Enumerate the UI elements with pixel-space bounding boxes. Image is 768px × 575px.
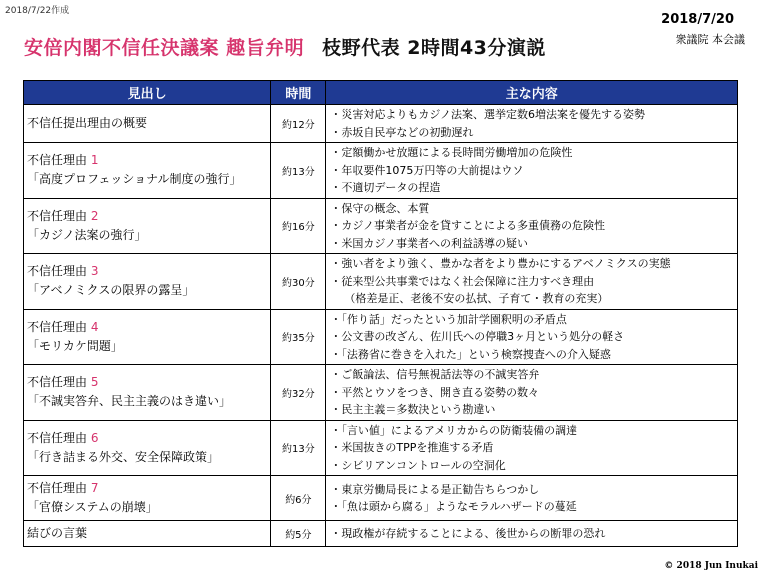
content-line: ・強い者をより強く、豊かな者をより豊かにするアベノミクスの実態 [330,257,671,270]
heading-label-text: 不信任理由 [27,430,88,445]
content-line: ・民主主義＝多数決という勘違い [330,403,496,416]
content-line: ・定額働かせ放題による長時間労働増加の危険性 [330,146,573,159]
heading-subtitle: 「アベノミクスの限界の露呈」 [27,283,195,298]
heading-label [27,479,270,498]
content-line: ・ご飯論法、信号無視話法等の不誠実答弁 [330,368,540,381]
heading-label [27,262,270,281]
row-time: 約35分 [271,309,326,365]
content-line: ・「言い値」によるアメリカからの防衛装備の調達 [330,423,578,437]
heading-label [27,207,270,226]
row-contents [326,143,738,199]
content-line: ・「魚は頭から腐る」ようなモラルハザードの蔓延 [330,500,577,513]
table-row [24,254,738,310]
title-main: 安倍内閣不信任決議案 趣旨弁明 [24,37,305,59]
table-row [24,198,738,254]
heading-label-text: 不信任理由 [27,319,88,334]
copyright: © 2018 Jun Inukai [664,561,758,571]
row-time: 約30分 [271,254,326,310]
header-heading: 見出し [24,81,271,105]
content-line: ・現政権が存続することによる、後世からの断罪の恐れ [330,526,606,540]
table-row [24,365,738,421]
row-heading [24,143,271,199]
row-contents [326,420,738,476]
heading-label-text: 結びの言葉 [27,526,88,540]
row-contents [326,198,738,254]
reason-number: 4 [90,319,99,334]
reason-number: 3 [90,264,99,279]
venue: 衆議院 本会議 [675,33,745,46]
page-title [24,33,546,60]
table-row [24,476,738,521]
header-time: 時間 [271,81,326,105]
table-header-row [24,81,738,105]
row-heading [24,198,271,254]
row-heading [24,254,271,310]
heading-label [27,524,270,543]
content-line: ・米国カジノ事業者への利益誘導の疑い [330,236,528,250]
row-heading [24,521,271,547]
row-heading [24,365,271,421]
reason-number: 1 [90,153,99,168]
row-time: 約32分 [271,365,326,421]
content-line: （格差是正、老後不安の払拭、子育て・教育の充実） [344,292,609,305]
heading-label-text: 不信任理由 [27,208,88,223]
content-line: ・「法務省に巻きを入れた」という検察捜査への介入疑惑 [330,347,611,361]
table-row [24,420,738,476]
reason-number: 2 [90,208,99,223]
heading-subtitle: 「モリカケ問題」 [27,338,123,353]
row-contents [326,254,738,310]
content-line: ・公文書の改ざん、佐川氏への停職3ヶ月という処分の軽さ [330,330,625,343]
speech-date: 2018/7/20 [661,12,734,27]
row-heading [24,105,271,143]
content-line: ・「作り話」だったという加計学園釈明の矛盾点 [330,312,567,326]
heading-subtitle: 「高度プロフェッショナル制度の強行」 [27,172,242,187]
content-line: ・シビリアンコントロールの空洞化 [330,458,506,472]
heading-label-text: 不信任提出理由の概要 [27,116,148,130]
row-contents [326,365,738,421]
content-line: ・赤坂自民亭などの初動遅れ [330,125,474,139]
row-contents [326,476,738,521]
content-line: ・保守の概念、本質 [330,201,430,215]
content-line: ・米国抜きのTPPを推進する矛盾 [330,441,494,454]
row-time: 約6分 [271,476,326,521]
heading-label [27,114,270,133]
row-time: 約5分 [271,521,326,547]
row-contents [326,521,738,547]
heading-subtitle: 「行き詰まる外交、安全保障政策」 [27,449,220,464]
row-time: 約16分 [271,198,326,254]
heading-label-text: 不信任理由 [27,153,88,168]
title-sub: 枝野代表 2時間43分演説 [322,37,546,59]
content-line: ・平然とウソをつき、開き直る姿勢の数々 [330,385,539,399]
heading-label-text: 不信任理由 [27,264,88,279]
row-time: 約13分 [271,143,326,199]
heading-label [27,318,270,337]
content-line: ・カジノ事業者が金を貸すことによる多重債務の危険性 [330,219,605,232]
heading-label-text: 不信任理由 [27,481,88,495]
reason-number: 6 [90,430,99,445]
created-date: 2018/7/22作成 [5,6,70,16]
heading-label [27,373,270,392]
content-line: ・東京労働局長による是正勧告ちらつかし [330,482,540,496]
heading-subtitle: 「不誠実答弁、民主主義のはき違い」 [27,394,232,409]
row-contents [326,309,738,365]
heading-subtitle: 「官僚システムの崩壊」 [27,500,158,514]
row-time: 約12分 [271,105,326,143]
table-row [24,521,738,547]
heading-subtitle: 「カジノ法案の強行」 [27,227,147,242]
row-contents [326,105,738,143]
content-line: ・災害対応よりもカジノ法案、選挙定数6増法案を優先する姿勢 [330,108,645,121]
content-line: ・従来型公共事業ではなく社会保障に注力すべき理由 [330,274,595,288]
table-row [24,143,738,199]
table-body [24,105,738,547]
row-heading [24,309,271,365]
content-line: ・不適切データの捏造 [330,181,441,194]
table-row [24,309,738,365]
reason-number: 7 [90,481,99,495]
row-heading [24,420,271,476]
header-contents: 主な内容 [326,81,738,105]
row-heading [24,476,271,521]
reason-number: 5 [90,375,99,390]
content-line: ・年収要件1075万円等の大前提はウソ [330,163,524,177]
heading-label [27,151,270,170]
heading-label-text: 不信任理由 [27,375,88,390]
speech-table [23,80,738,547]
heading-label [27,429,270,448]
row-time: 約13分 [271,420,326,476]
table-row [24,105,738,143]
